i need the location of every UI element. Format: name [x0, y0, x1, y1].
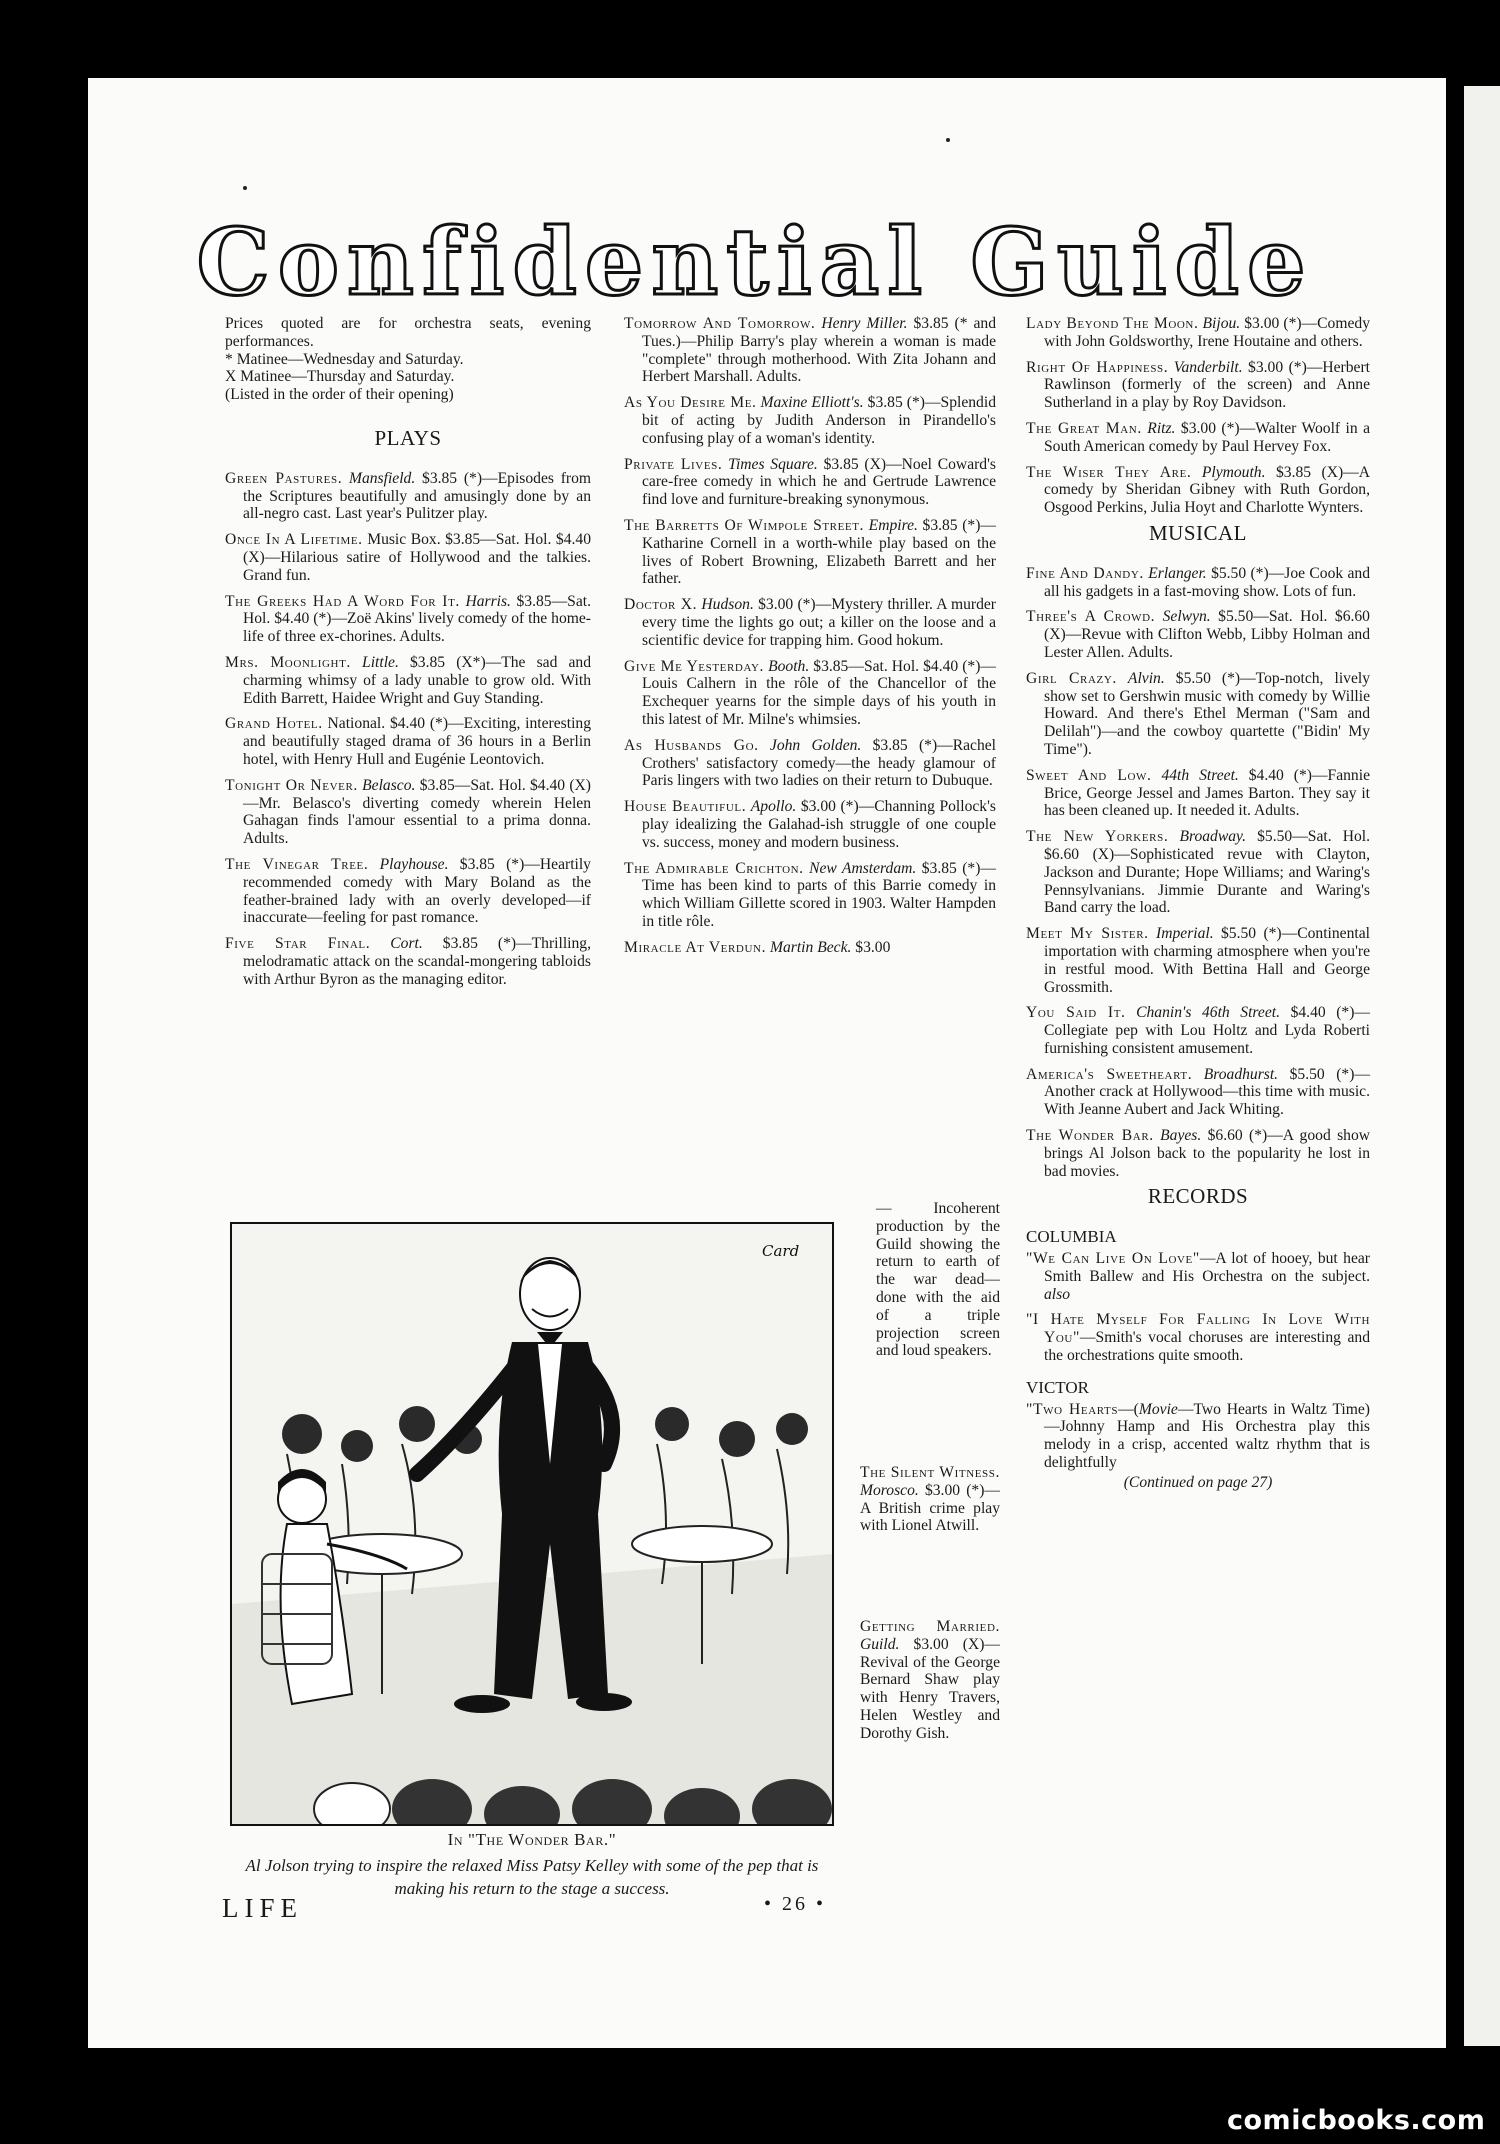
- show-title: The Barretts Of Wimpole Street.: [624, 516, 865, 534]
- next-page-edge: [1464, 86, 1500, 2046]
- caption-title: [230, 1830, 834, 1850]
- theatre-name: Cort.: [390, 935, 423, 953]
- theatre-name: Ritz.: [1147, 419, 1176, 437]
- theatre-name: Selwyn.: [1162, 608, 1211, 626]
- show-description: $3.85 (*)—Rachel Crothers' satisfactory comedy—the heady glamour of Paris lingers with two ladies on their return to Dubuque.: [642, 736, 997, 790]
- verdun-continuation: — Incoherent production by the Guild showing the return to earth of the war dead—done with the aid of a triple projection screen and loud speakers.: [876, 1200, 1000, 1360]
- record-description: —Two Hearts in Waltz Time)—Johnny Hamp and His Orchestra play this melody in a crisp, accented waltz rhythm that is delightfully: [1044, 1400, 1370, 1472]
- show-description: $3.85 (* and Tues.)—Philip Barry's play wherein a woman is made "complete" through motherhood. With Zita Johann and Herbert Marshall. Adults.: [642, 315, 996, 386]
- show-description: $4.40 (*)—Fannie Brice, George Jessel and James Barton. They say it has been cleaned up. It needed it. Adults.: [1044, 766, 1370, 820]
- musical-entry: [1026, 1066, 1370, 1119]
- record-description: —A lot of hooey, but hear Smith Ballew and His Orchestra on the subject.: [1044, 1250, 1370, 1285]
- theatre-name: Booth.: [768, 657, 810, 675]
- show-title: The Wonder Bar.: [1026, 1127, 1154, 1145]
- theatre-name: Bijou.: [1202, 315, 1241, 332]
- show-description: $3.85 (*)—Thrilling, melodramatic attack on the scandal-mongering tabloids with Arthur Byron as the managing editor.: [243, 935, 591, 988]
- theatre-name: Morosco.: [860, 1481, 919, 1499]
- theatre-name: New Amsterdam.: [809, 859, 917, 877]
- theatre-name: Henry Miller.: [821, 315, 908, 332]
- theatre-name: Mansfield.: [348, 469, 416, 487]
- printer-mark: [946, 138, 950, 142]
- show-title: Mrs. Moonlight.: [225, 653, 351, 671]
- show-title: The New Yorkers.: [1026, 828, 1169, 846]
- musical-entry: [1026, 1004, 1370, 1057]
- label-victor: VICTOR: [1026, 1377, 1089, 1397]
- theatre-name: Playhouse.: [379, 855, 449, 873]
- show-description: $3.85—Sat. Hol. $4.40 (*)—Louis Calhern in the rôle of the Chancellor of the Exchequer yearns for the simple days of his youth in this latest of Mr. Milne's whimsies.: [642, 657, 996, 728]
- show-title: Green Pastures.: [225, 469, 343, 487]
- listing-entry: [1026, 464, 1370, 517]
- show-description: $4.40 (*)—Collegiate pep with Lou Holtz and Lyda Roberti furnishing consistent amusement.: [1044, 1004, 1371, 1057]
- listing-entry: [225, 715, 591, 768]
- theatre-name: Broadway.: [1179, 828, 1246, 846]
- listing-entry: [624, 860, 996, 931]
- show-description: $3.00 (*)—Walter Woolf in a South American comedy by Paul Hervey Fox.: [1044, 419, 1370, 455]
- continued-note: (Continued on page 27): [1123, 1473, 1273, 1491]
- listing-entry: [1026, 315, 1370, 351]
- show-description: $3.85 (*)—Heartily recommended comedy with Mary Boland as the feather-brained lady with an overly developed—if inaccurate—feeling for past romance.: [243, 855, 591, 927]
- record-title: "Two Hearts: [1026, 1400, 1119, 1418]
- theatre-name: Vanderbilt.: [1173, 358, 1243, 376]
- show-title: As You Desire Me.: [624, 394, 757, 412]
- show-description: $3.85 (*)—Time has been kind to parts of this Barrie comedy in which William Gillette scored in 1903. Walter Hampden in title rôle.: [642, 859, 996, 930]
- show-title: Getting Married.: [860, 1618, 1000, 1635]
- show-title: Tonight Or Never.: [225, 776, 358, 794]
- column-1: [225, 315, 591, 997]
- theatre-name: Plymouth.: [1201, 463, 1266, 481]
- show-description: $3.00 (*)—A British crime play with Lionel Atwill.: [860, 1481, 1000, 1535]
- page-title: Confidential Guide: [196, 208, 1314, 316]
- section-heading-plays: PLAYS: [374, 425, 442, 450]
- show-title: The Silent Witness.: [860, 1464, 1000, 1481]
- intro-notes: [225, 315, 591, 404]
- page-number: • 26 •: [764, 1893, 827, 1915]
- show-title: You Said It.: [1026, 1004, 1126, 1022]
- listing-entry: [860, 1464, 1000, 1535]
- show-title: Right Of Happiness.: [1026, 358, 1169, 376]
- show-description: National. $4.40 (*)—Exciting, interesting and beautifully staged drama of 36 hours in a Berlin hotel, with Henry Hull and Eugénie Leontovich.: [243, 715, 592, 768]
- listing-entry: [624, 596, 996, 649]
- show-description: $5.50 (*)—Joe Cook and all his gadgets in a fast-moving show. Lots of fun.: [1044, 564, 1371, 600]
- show-description: $3.85 (*)—Episodes from the Scriptures beautifully and amusingly done by an all-negro cast. Last year's Pulitzer play.: [243, 469, 591, 523]
- musical-entry: [1026, 608, 1370, 661]
- musical-entry: [1026, 925, 1370, 996]
- record-text: —(: [1118, 1400, 1139, 1418]
- show-title: Grand Hotel.: [225, 715, 323, 733]
- show-title: The Greeks Had A Word For It.: [225, 592, 460, 610]
- show-description: $3.85—Sat. Hol. $4.40 (*)—Zoë Akins' lively comedy of the home-life of three ex-chorines. Adults.: [243, 592, 591, 646]
- intro-line: * Matinee—Wednesday and Saturday.: [225, 350, 464, 368]
- theatre-name: Empire.: [868, 516, 918, 534]
- listing-entry: [225, 654, 591, 707]
- listing-entry: [225, 470, 591, 523]
- show-price: $3.00: [855, 938, 891, 956]
- musical-entry: [1026, 1127, 1370, 1180]
- show-title: The Wiser They Are.: [1026, 463, 1192, 481]
- record-entry: [1026, 1401, 1370, 1472]
- show-description: $5.50 (*)—Top-notch, lively show set to Gershwin music with comedy by Willie Howard. And there's Ethel Merman ("Sam and Delilah")—and the cowboy quartette ("Bidin' My Time").: [1044, 669, 1370, 758]
- section-heading-records: RECORDS: [1147, 1184, 1249, 1209]
- intro-line: Prices quoted are for orchestra seats, evening performances.: [225, 315, 591, 350]
- artist-signature: Card: [762, 1242, 800, 1260]
- section-heading-musical: MUSICAL: [1148, 520, 1247, 545]
- musical-entry: [1026, 670, 1370, 759]
- show-description: $3.00 (*)—Channing Pollock's play idealizing the Galahad-ish struggle of one couple vs. success, money and modern business.: [642, 798, 996, 851]
- listing-entry: [624, 517, 996, 588]
- theatre-name: Broadhurst.: [1203, 1065, 1279, 1083]
- theatre-name: Bayes.: [1160, 1127, 1202, 1145]
- theatre-name: Erlanger.: [1148, 564, 1207, 582]
- listing-entry: [624, 939, 996, 957]
- intro-line: X Matinee—Thursday and Saturday.: [225, 368, 455, 386]
- record-entry: [1026, 1311, 1370, 1364]
- show-title: The Vinegar Tree.: [225, 855, 369, 873]
- record-note: also: [1044, 1285, 1070, 1303]
- show-description: $3.85 (*)—Katharine Cornell in a worth-while play based on the lives of Robert Browning, Elizabeth Barrett and her father.: [642, 516, 996, 588]
- watermark: comicbooks.com: [1227, 2105, 1486, 2136]
- show-title: As Husbands Go.: [624, 736, 759, 754]
- show-description: $3.00 (*)—Mystery thriller. A murder every time the lights go out; a killer on the loose and a scientific device for trapping him. Good hokum.: [642, 596, 996, 649]
- intro-line: (Listed in the order of their opening): [225, 386, 454, 404]
- show-title: Tomorrow And Tomorrow.: [624, 315, 816, 332]
- theatre-name: Harris.: [465, 592, 511, 610]
- show-title: Sweet And Low.: [1026, 766, 1152, 784]
- caption-title-text: In "The Wonder Bar.": [447, 1830, 617, 1849]
- show-description: $5.50 (*)—Continental importation with charming atmosphere when you're in restful mood. With Bettina Hall and George Grossmith.: [1044, 925, 1370, 996]
- listing-entry: [225, 856, 591, 927]
- show-title: Meet My Sister.: [1026, 925, 1149, 943]
- listing-entry: [624, 315, 996, 386]
- theatre-name: Belasco.: [362, 776, 416, 794]
- show-description: $3.85—Sat. Hol. $4.40 (X)—Mr. Belasco's diverting comedy wherein Helen Gahagan finds l'amour essential to a prima donna. Adults.: [243, 776, 591, 848]
- show-title: Once In A Lifetime.: [225, 531, 363, 549]
- column-2: [624, 315, 996, 957]
- show-description: $3.85 (X)—Noel Coward's care-free comedy in which he and Gertrude Lawrence find love and furniture-breaking synonymous.: [642, 455, 996, 509]
- listing-entry: [225, 531, 591, 584]
- show-description: $3.00 (X)—Revival of the George Bernard Shaw play with Henry Travers, Helen Westley and Dorothy Gish.: [860, 1635, 1000, 1742]
- show-title: Doctor X.: [624, 596, 698, 614]
- listing-entry: [860, 1618, 1000, 1743]
- caption-text: Al Jolson trying to inspire the relaxed Miss Patsy Kelley with some of the pep that is making his return to the stage a success.: [245, 1856, 819, 1898]
- show-title: House Beautiful.: [624, 798, 747, 816]
- theatre-name: Imperial.: [1156, 925, 1214, 943]
- show-description: $3.85 (X*)—The sad and charming whimsy of a lady unable to grow old. With Edith Barrett, Haidee Wright and Guy Standing.: [243, 653, 592, 707]
- musical-entry: [1026, 828, 1370, 917]
- magazine-name: LIFE: [222, 1893, 303, 1923]
- show-title: Lady Beyond The Moon.: [1026, 315, 1199, 332]
- listing-entry: [225, 593, 591, 646]
- listing-entry: [624, 456, 996, 509]
- printer-mark: [243, 186, 247, 190]
- show-description: $6.60 (*)—A good show brings Al Jolson back to the popularity he lost in bad movies.: [1044, 1127, 1370, 1180]
- show-description: $5.50—Sat. Hol. $6.60 (X)—Sophisticated revue with Clayton, Jackson and Durante; Hope Williams; and Waring's Pennsylvanians. Jimmie Durante and Waring's Band carry the load.: [1044, 828, 1370, 917]
- theatre-name: Apollo.: [750, 798, 797, 816]
- show-description: $3.00 (*)—Herbert Rawlinson (formerly of the screen) and Anne Sutherland in a play by Roy Davidson.: [1044, 358, 1370, 412]
- theatre-name: Alvin.: [1127, 669, 1165, 687]
- record-description: —Smith's vocal choruses are interesting and the orchestrations quite smooth.: [1044, 1329, 1370, 1365]
- theatre-name: Chanin's 46th Street.: [1136, 1004, 1280, 1022]
- listing-entry: [1026, 359, 1370, 412]
- show-title: Give Me Yesterday.: [624, 657, 765, 675]
- show-title: Five Star Final.: [225, 935, 371, 953]
- show-description: $5.50—Sat. Hol. $6.60 (X)—Revue with Clifton Webb, Libby Holman and Lester Allen. Adults.: [1044, 608, 1370, 661]
- theatre-name: Hudson.: [701, 596, 754, 614]
- show-description: $5.50 (*)—Another crack at Hollywood—this time with music. With Jeanne Aubert and Jack Whiting.: [1044, 1065, 1370, 1119]
- listing-entry: [624, 798, 996, 851]
- record-entry: [1026, 1250, 1370, 1303]
- show-description: $3.85 (X)—A comedy by Sheridan Gibney with Ruth Gordon, Osgood Perkins, Julia Hoyt and Charlotte Wynters.: [1044, 463, 1370, 517]
- record-note: Movie: [1138, 1400, 1178, 1418]
- cartoon-illustration: [230, 1222, 834, 1826]
- show-title: America's Sweetheart.: [1026, 1065, 1193, 1083]
- theatre-name: Guild.: [860, 1635, 900, 1653]
- theatre-name: 44th Street.: [1161, 766, 1239, 784]
- show-title: Girl Crazy.: [1026, 669, 1117, 687]
- show-title: Fine And Dandy.: [1026, 564, 1144, 582]
- column-3: [1026, 315, 1370, 1492]
- theatre-name: Maxine Elliott's.: [760, 394, 864, 412]
- show-title: The Admirable Crichton.: [624, 859, 804, 877]
- listing-entry: [225, 777, 591, 848]
- record-title: "I Hate Myself For Falling In Love With You": [1026, 1311, 1370, 1347]
- musical-entry: [1026, 767, 1370, 820]
- listing-entry: [624, 658, 996, 729]
- musical-entry: [1026, 565, 1370, 601]
- label-columbia: COLUMBIA: [1026, 1227, 1117, 1247]
- show-title: Three's A Crowd.: [1026, 608, 1156, 626]
- listing-entry: [624, 737, 996, 790]
- show-description: Music Box. $3.85—Sat. Hol. $4.40 (X)—Hilarious satire of Hollywood and the talkies. Grand fun.: [243, 531, 591, 584]
- theatre-name: Martin Beck.: [769, 938, 852, 956]
- theatre-name: John Golden.: [769, 736, 862, 754]
- theatre-name: Little.: [362, 653, 399, 671]
- record-title: "We Can Live On Love": [1026, 1250, 1200, 1268]
- listing-entry: [1026, 420, 1370, 456]
- listing-entry: [225, 935, 591, 988]
- show-title: Miracle At Verdun.: [624, 938, 767, 956]
- cartoon-drawing: [232, 1224, 832, 1824]
- listing-entry: [624, 394, 996, 447]
- show-description: $3.00 (*)—Comedy with John Goldsworthy, Irene Houtaine and others.: [1044, 315, 1370, 350]
- theatre-name: Times Square.: [728, 455, 818, 473]
- show-title: Private Lives.: [624, 455, 723, 473]
- show-description: $3.85 (*)—Splendid bit of acting by Judith Anderson in Pirandello's confusing play of a woman's identity.: [642, 394, 996, 447]
- show-title: The Great Man.: [1026, 419, 1142, 437]
